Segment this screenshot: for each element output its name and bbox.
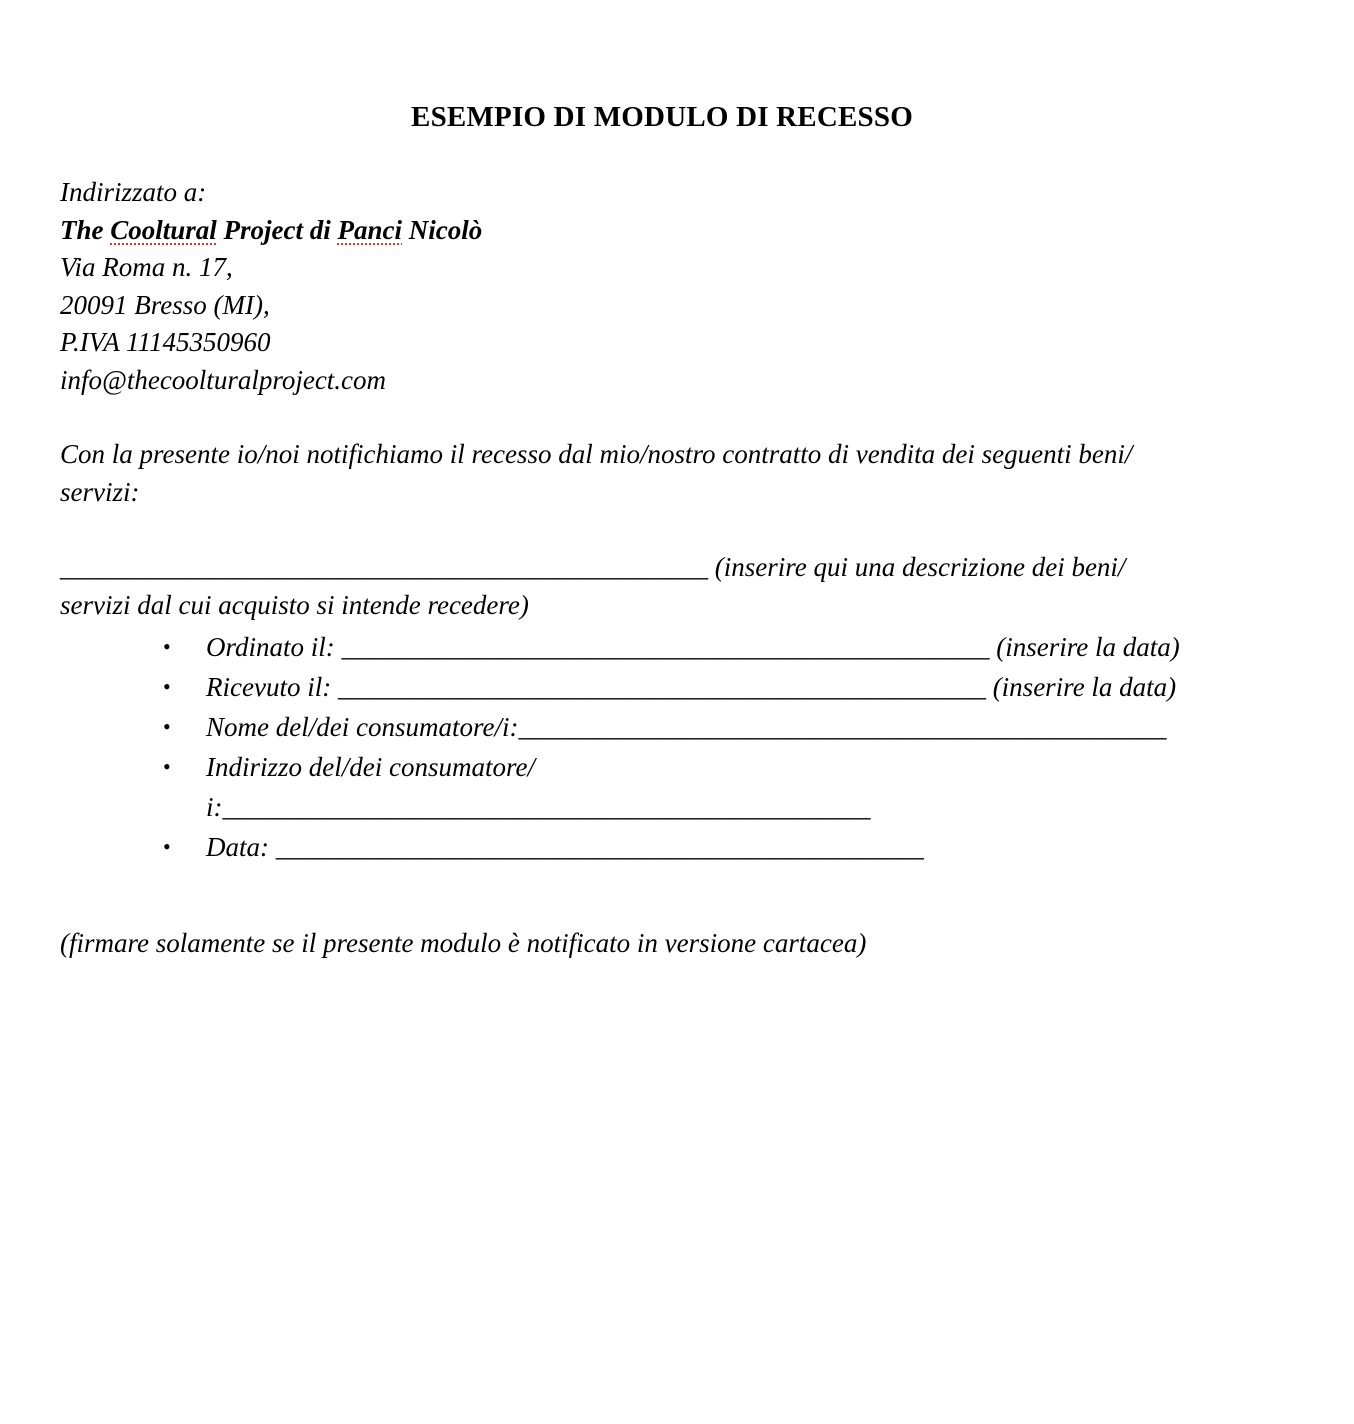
list-item-received-date bbox=[160, 667, 1180, 707]
list-item-ordered-date bbox=[160, 627, 1180, 667]
list-item-consumer-name bbox=[160, 707, 1180, 747]
bullet-icon: • bbox=[163, 834, 171, 859]
document-title: ESEMPIO DI MODULO DI RECESSO bbox=[411, 101, 913, 133]
recipient-heading: Indirizzato a: bbox=[60, 177, 207, 207]
goods-line-1: ________________________________________________ (inserire qui una descrizione dei beni/ bbox=[60, 552, 1126, 582]
recipient-company bbox=[60, 212, 482, 250]
company-suffix: Nicolò bbox=[402, 214, 483, 245]
recipient-street: Via Roma n. 17, bbox=[60, 252, 233, 282]
list-item-date bbox=[160, 827, 1180, 867]
form-fields-list bbox=[160, 627, 1180, 867]
bullet-icon: • bbox=[163, 674, 171, 699]
bullet-icon: • bbox=[163, 634, 171, 659]
intro-paragraph bbox=[60, 436, 1132, 511]
list-item-consumer-address bbox=[160, 747, 1180, 827]
ordered-date-field: Ordinato il: ________________________________________________ (inserire la data) bbox=[206, 632, 1180, 662]
intro-line-2: servizi: bbox=[60, 476, 140, 507]
bullet-icon: • bbox=[163, 714, 171, 739]
signature-note: (firmare solamente se il presente modulo è notificato in versione cartacea) bbox=[60, 928, 867, 958]
recipient-city: 20091 Bresso (MI), bbox=[60, 289, 270, 320]
consumer-address-field: i:________________________________________________ bbox=[206, 792, 871, 822]
recipient-block bbox=[60, 174, 482, 399]
received-date-field: Ricevuto il: ________________________________________________ (inserire la data) bbox=[206, 672, 1177, 702]
bullet-icon: • bbox=[163, 754, 171, 779]
company-word-panci: Panci bbox=[337, 214, 403, 245]
goods-description-field bbox=[60, 549, 1125, 624]
recipient-email: info@thecoolturalproject.com bbox=[60, 364, 387, 395]
company-word-cooltural: Cooltural bbox=[110, 214, 217, 245]
recipient-vat: P.IVA 11145350960 bbox=[60, 327, 271, 357]
consumer-name-field: Nome del/dei consumatore/i:________________________________________________ bbox=[206, 712, 1167, 742]
intro-line-1: Con la presente io/noi notifichiamo il recesso dal mio/nostro contratto di vendita dei seguenti beni/ bbox=[60, 439, 1133, 469]
company-mid: Project di bbox=[216, 214, 338, 245]
date-field: Data: ________________________________________________ bbox=[206, 832, 924, 862]
consumer-address-label: Indirizzo del/dei consumatore/ bbox=[206, 752, 535, 782]
goods-line-2: servizi dal cui acquisto si intende recedere) bbox=[60, 589, 529, 620]
company-prefix: The bbox=[60, 214, 111, 245]
